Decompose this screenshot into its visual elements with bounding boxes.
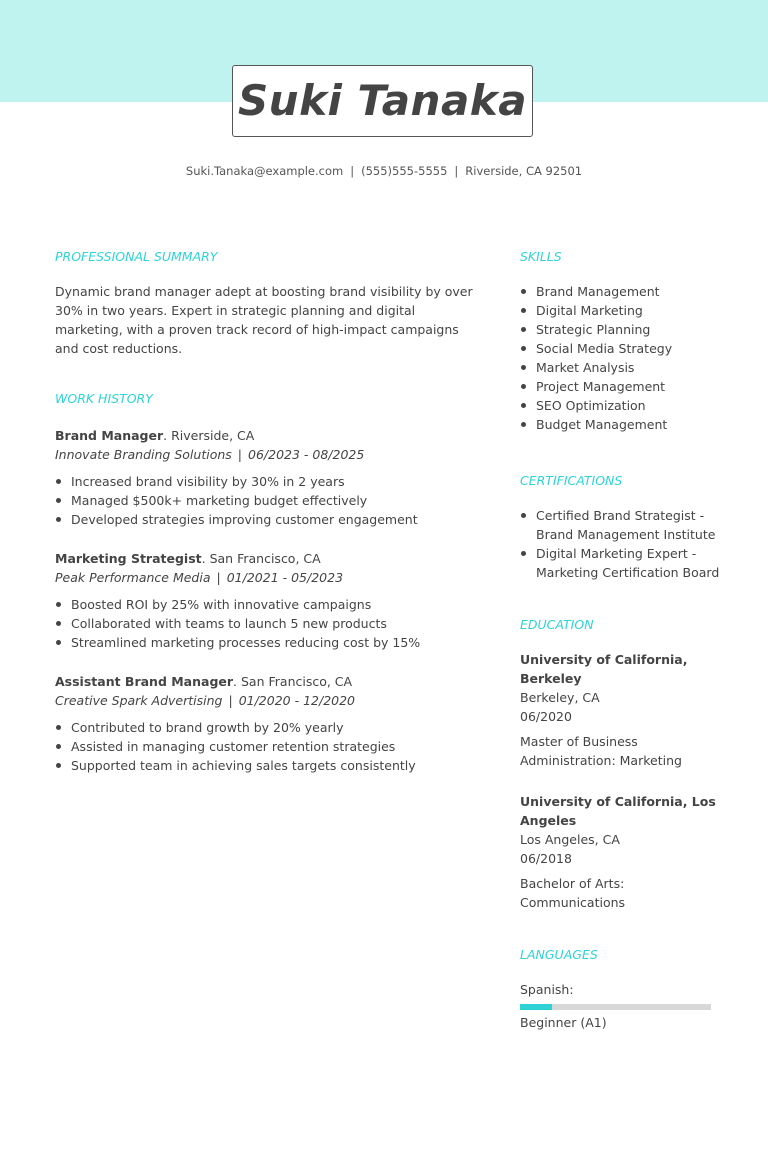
summary-text: Dynamic brand manager adept at boosting brand visibility by over 30% in two years. Expert in strategic planning and digital marketing, with a proven track record of high-impact campaigns and cost reductions. — [55, 284, 473, 356]
job-bullets — [55, 718, 475, 775]
job-title-line — [55, 426, 475, 445]
school-name: University of California, Berkeley — [520, 652, 688, 686]
graduation-date: 06/2020 — [520, 709, 572, 724]
candidate-name: Suki Tanaka — [237, 76, 528, 125]
skill-item: Market Analysis — [536, 358, 725, 377]
skills-section — [520, 248, 725, 434]
main-column — [55, 248, 475, 775]
skill-item: Brand Management — [536, 282, 725, 301]
job-meta-line — [55, 691, 475, 710]
job-bullet: Supported team in achieving sales targets consistently — [71, 756, 475, 775]
contact-separator: | — [350, 164, 355, 178]
job-title-line — [55, 549, 475, 568]
school-location: Berkeley, CA — [520, 690, 600, 705]
job-dates: 01/2020 - 12/2020 — [238, 693, 356, 708]
skill-item: Budget Management — [536, 415, 725, 434]
skill-item: SEO Optimization — [536, 396, 725, 415]
language-proficiency-fill — [520, 1004, 552, 1010]
certifications-list — [520, 506, 725, 582]
skills-list — [520, 282, 725, 434]
education-heading: EDUCATION — [520, 617, 594, 632]
job-bullet: Assisted in managing customer retention strategies — [71, 737, 475, 756]
job-bullet: Managed $500k+ marketing budget effectively — [71, 491, 475, 510]
job-entry — [55, 426, 475, 529]
job-dates: 06/2023 - 08/2025 — [248, 447, 365, 462]
job-bullets — [55, 595, 475, 652]
language-entry — [520, 980, 725, 1032]
job-meta-line — [55, 568, 475, 587]
job-bullet: Developed strategies improving customer engagement — [71, 510, 475, 529]
education-entry — [520, 792, 725, 912]
education-section — [520, 616, 725, 912]
school-name: University of California, Los Angeles — [520, 794, 716, 828]
job-dates: 01/2021 - 05/2023 — [226, 570, 344, 585]
job-bullet: Boosted ROI by 25% with innovative campaigns — [71, 595, 475, 614]
job-company: Peak Performance Media — [55, 570, 211, 585]
job-location: . San Francisco, CA — [233, 674, 353, 689]
skill-item: Project Management — [536, 377, 725, 396]
summary-section — [55, 248, 475, 358]
job-meta-separator: | — [228, 693, 233, 708]
certifications-heading: CERTIFICATIONS — [520, 473, 623, 488]
job-meta-line — [55, 445, 475, 464]
contact-email[interactable]: Suki.Tanaka@example.com — [185, 164, 344, 178]
name-box — [232, 65, 533, 137]
work-history-heading: WORK HISTORY — [55, 391, 153, 406]
job-meta-separator: | — [237, 447, 242, 462]
job-bullet: Collaborated with teams to launch 5 new products — [71, 614, 475, 633]
contact-line — [0, 163, 768, 179]
contact-separator: | — [454, 164, 459, 178]
job-title: Marketing Strategist — [55, 551, 202, 566]
contact-phone[interactable]: (555)555-5555 — [361, 164, 448, 178]
school-location: Los Angeles, CA — [520, 832, 620, 847]
job-entry — [55, 672, 475, 775]
skill-item: Digital Marketing — [536, 301, 725, 320]
languages-heading: LANGUAGES — [520, 947, 598, 962]
language-name: Spanish: — [520, 982, 574, 997]
job-location: . San Francisco, CA — [201, 551, 321, 566]
job-company: Creative Spark Advertising — [55, 693, 223, 708]
job-entry — [55, 549, 475, 652]
summary-heading: PROFESSIONAL SUMMARY — [55, 249, 218, 264]
graduation-date: 06/2018 — [520, 851, 572, 866]
skill-item: Strategic Planning — [536, 320, 725, 339]
certifications-section — [520, 472, 725, 582]
degree: Bachelor of Arts: Communications — [520, 876, 626, 910]
side-column — [520, 248, 725, 1032]
job-bullets — [55, 472, 475, 529]
education-entry — [520, 650, 725, 770]
certification-item: Digital Marketing Expert - Marketing Certification Board — [536, 544, 725, 582]
language-level: Beginner (A1) — [520, 1015, 607, 1030]
job-bullet: Contributed to brand growth by 20% yearly — [71, 718, 475, 737]
job-title: Brand Manager — [55, 428, 164, 443]
languages-section — [520, 946, 725, 1032]
skills-heading: SKILLS — [520, 249, 562, 264]
degree: Master of Business Administration: Marketing — [520, 734, 682, 768]
work-history-section — [55, 390, 475, 775]
language-proficiency-bar — [520, 1004, 711, 1010]
skill-item: Social Media Strategy — [536, 339, 725, 358]
job-company: Innovate Branding Solutions — [55, 447, 232, 462]
job-bullet: Increased brand visibility by 30% in 2 years — [71, 472, 475, 491]
certification-item: Certified Brand Strategist - Brand Management Institute — [536, 506, 725, 544]
job-location: . Riverside, CA — [163, 428, 255, 443]
job-meta-separator: | — [216, 570, 221, 585]
job-title-line — [55, 672, 475, 691]
job-bullet: Streamlined marketing processes reducing cost by 15% — [71, 633, 475, 652]
job-title: Assistant Brand Manager — [55, 674, 234, 689]
contact-location: Riverside, CA 92501 — [465, 164, 583, 178]
